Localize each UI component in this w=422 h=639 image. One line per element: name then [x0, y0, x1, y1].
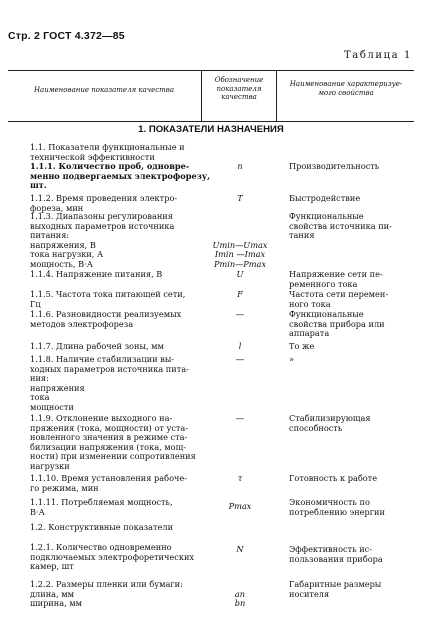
property-line: Экономичность по [289, 497, 370, 507]
row-text-line: менно подвергаемых электрофорезу, [30, 170, 210, 181]
table-row-symbol [200, 502, 280, 512]
section-title: 1. ПОКАЗАТЕЛИ НАЗНАЧЕНИЯ [138, 124, 284, 135]
symbol-line: Imin —Imax [214, 249, 266, 260]
property-line: Эффективность ис- [289, 544, 373, 554]
property-line: свойства источника пи- [289, 220, 392, 231]
property-line: Частота сети перемен- [289, 289, 389, 299]
row-text-line: пряжения (тока, мощности) от уста- [30, 422, 189, 433]
row-text-line: камер, шт [30, 561, 74, 572]
property-line: Функциональные [289, 211, 364, 221]
table-row-name [30, 355, 189, 413]
table-row-name [30, 474, 187, 493]
row-text-line: новленного значения в режиме ста- [30, 432, 188, 443]
symbol-line: aп [234, 588, 246, 599]
row-text-line: 1.2.1. Количество одновременно [30, 542, 172, 552]
symbol-line: Pmin—Pmax [213, 258, 267, 269]
table-row-property [289, 474, 377, 484]
property-line: Быстродействие [289, 193, 361, 203]
symbol-line: — [235, 354, 245, 364]
table-row-name [30, 143, 185, 162]
column-header-name-line: Наименование показателя качества [33, 86, 175, 94]
property-line: Готовность к работе [289, 473, 378, 483]
table-row-symbol [200, 270, 280, 280]
table-row-name [30, 342, 164, 352]
row-text-line: 1.1.2. Время проведения электро- [30, 193, 178, 203]
table-row-property [289, 580, 381, 599]
property-line: Напряжение сети пе- [289, 269, 383, 279]
symbol-line: F [237, 289, 243, 299]
row-text-line: технической эффективности [30, 151, 155, 162]
row-text-line: фореза, мин [30, 202, 84, 213]
row-text-line: ширина, мм [30, 598, 83, 609]
table-row-symbol [200, 342, 280, 352]
row-text-line: мощности [30, 401, 74, 412]
property-line: аппарата [289, 328, 330, 339]
table-row-property [289, 290, 388, 309]
table-row-name [30, 270, 162, 280]
column-header-property-line: мого свойства [318, 88, 374, 97]
symbol-line: — [235, 413, 245, 423]
table-row-name [30, 543, 194, 572]
symbol-line: l [238, 341, 242, 351]
column-header-symbol-line: Обозначение [214, 76, 264, 84]
table-row-symbol [200, 580, 280, 609]
row-text-line: 1.1.1. Количество проб, одновре- [30, 161, 190, 171]
row-text-line: ния: [30, 373, 49, 384]
table-row-symbol [200, 290, 280, 300]
row-text-line: 1.1.6. Разновидности реализуемых [30, 309, 182, 319]
symbol-line: — [235, 309, 245, 319]
table-label: Таблица 1 [343, 50, 412, 61]
row-text-line: выходных параметров источника [30, 220, 175, 231]
property-line: способность [289, 422, 343, 433]
row-text-line: нагрузки [30, 460, 70, 471]
row-text-line: 1.1.4. Напряжение питания, В [30, 269, 163, 279]
row-text-line: шт. [30, 180, 47, 191]
column-header-symbol [203, 76, 275, 102]
property-line: Функциональные [289, 309, 364, 319]
table-row-property [289, 162, 379, 172]
table-row-symbol [200, 545, 280, 555]
row-text-line: напряжения, В [30, 239, 96, 250]
row-text-line: В·А [30, 506, 45, 517]
symbol-line: n [237, 161, 243, 171]
property-line: потреблению энергии [289, 506, 385, 517]
property-line: ременного тока [289, 278, 358, 289]
table-row-name [30, 162, 210, 191]
property-line: ного тока [289, 298, 331, 309]
table-row-symbol [200, 355, 280, 365]
column-divider-2 [276, 70, 277, 121]
property-line: Габаритные размеры [289, 579, 382, 589]
table-header-rule [8, 121, 414, 122]
row-text-line: ности) при изменении сопротивления [30, 451, 196, 462]
column-header-property-line: Наименование характеризуе- [289, 80, 403, 88]
column-header-symbol-line: качества [221, 93, 257, 101]
table-row-symbol [200, 194, 280, 204]
row-text-line: тока нагрузки, А [30, 249, 104, 260]
row-text-line: 1.1. Показатели функциональные и [30, 142, 185, 152]
table-row-symbol [200, 310, 280, 320]
table-row-name [30, 580, 183, 609]
property-line: То же [289, 341, 315, 351]
symbol-line: N [236, 544, 244, 554]
table-row-name [30, 310, 181, 329]
property-line: Стабилизирующая [289, 413, 371, 423]
column-header-symbol-line: показателя [216, 84, 262, 93]
row-text-line: напряжения [30, 382, 85, 393]
table-top-rule [8, 70, 414, 71]
table-row-symbol [200, 474, 280, 484]
row-text-line: 1.2. Конструктивные показатели [30, 522, 174, 532]
row-text-line: 1.1.3. Диапазоны регулирования [30, 211, 173, 221]
table-row-property [289, 414, 371, 433]
row-text-line: 1.2.2. Размеры пленки или бумаги: [30, 579, 183, 589]
table-row-property [289, 194, 360, 204]
row-text-line: 1.1.5. Частота тока питающей сети, [30, 289, 186, 299]
property-line: тания [289, 230, 315, 241]
table-row-symbol [200, 414, 280, 424]
row-text-line: билизации напряжения (тока, мощ- [30, 441, 186, 452]
table-row-property [289, 545, 383, 564]
table-row-name [30, 523, 173, 533]
table-row-symbol [200, 162, 280, 172]
row-text-line: ходных параметров источника пита- [30, 363, 189, 374]
table-row-name [30, 498, 173, 517]
table-row-symbol [200, 212, 280, 270]
symbol-line: T [237, 193, 243, 203]
table-row-name [30, 290, 185, 309]
column-header-name [10, 86, 198, 95]
row-text-line: 1.1.7. Длина рабочей зоны, мм [30, 341, 164, 351]
property-line: носителя [289, 588, 330, 599]
property-line: » [289, 354, 295, 364]
row-text-line: Гц [30, 298, 41, 309]
column-divider-1 [201, 70, 202, 121]
table-row-property [289, 212, 392, 241]
row-text-line: 1.1.9. Отклонение выходного на- [30, 413, 173, 423]
table-row-name [30, 212, 174, 270]
table-row-property [289, 355, 294, 365]
row-text-line: го режима, мин [30, 482, 99, 493]
row-text-line: 1.1.11. Потребляемая мощность, [30, 497, 173, 507]
row-text-line: тока [30, 392, 50, 403]
row-text-line: длина, мм [30, 588, 74, 599]
row-text-line: подключаемых электрофоретических [30, 551, 195, 562]
symbol-line: τ [237, 473, 243, 483]
row-text-line: мощность, В·А [30, 258, 93, 269]
row-text-line: 1.1.8. Наличие стабилизации вы- [30, 354, 175, 364]
symbol-line: bп [234, 598, 246, 609]
row-text-line: питания: [30, 230, 70, 241]
table-row-property [289, 342, 314, 352]
table-row-name [30, 414, 196, 472]
row-text-line: методов электрофореза [30, 318, 134, 329]
symbol-line: Pmax [228, 501, 252, 511]
column-header-property [278, 80, 414, 97]
row-text-line: 1.1.10. Время установления рабоче- [30, 473, 188, 483]
table-row-property [289, 310, 385, 339]
table-row-property [289, 498, 385, 517]
table-row-property [289, 270, 383, 289]
property-line: пользования прибора [289, 553, 383, 564]
symbol-line: Umin—Umax [212, 239, 268, 250]
page-header: Стр. 2 ГОСТ 4.372—85 [8, 30, 125, 42]
symbol-line: U [236, 269, 244, 279]
property-line: свойства прибора или [289, 318, 385, 329]
property-line: Производительность [289, 161, 380, 171]
